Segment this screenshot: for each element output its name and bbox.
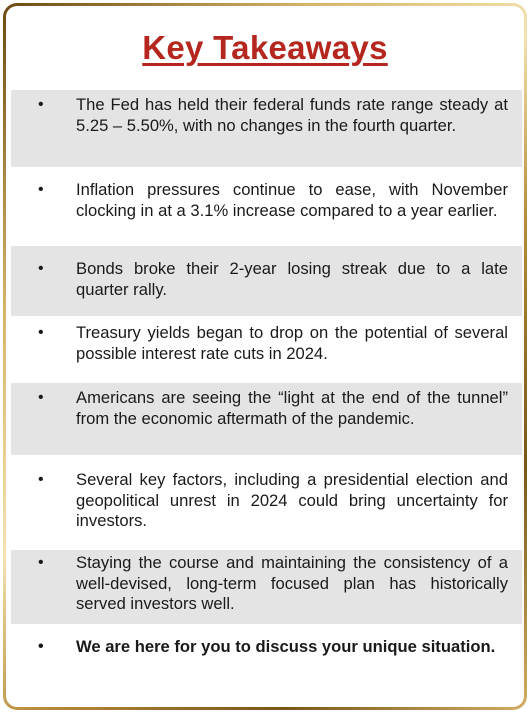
list-item: [11, 455, 522, 550]
bullet-icon: •: [38, 324, 44, 341]
list-item: [11, 90, 522, 167]
card: [6, 6, 524, 707]
list-item-text: Treasury yields began to drop on the potential of several possible interest rate cuts in 2024.: [76, 323, 508, 363]
list-item: [11, 167, 522, 246]
list-item: [11, 550, 522, 624]
list-item-text: Several key factors, including a presidential election and geopolitical unrest in 2024 could bring uncertainty for investors.: [76, 470, 508, 530]
list-item: [11, 246, 522, 316]
takeaways-list: [11, 90, 522, 694]
bullet-icon: •: [38, 96, 44, 113]
gold-border-frame: [3, 3, 527, 710]
bullet-icon: •: [38, 638, 44, 655]
page-title: Key Takeaways: [142, 29, 388, 66]
list-item-text: Staying the course and maintaining the consistency of a well-devised, long-term focused plan has historically served investors well.: [76, 553, 508, 613]
bullet-icon: •: [38, 471, 44, 488]
list-item-text: Inflation pressures continue to ease, with November clocking in at a 3.1% increase compared to a year earlier.: [76, 180, 508, 220]
list-item: [11, 383, 522, 455]
list-item-text: Bonds broke their 2-year losing streak due to a late quarter rally.: [76, 259, 508, 299]
bullet-icon: •: [38, 260, 44, 277]
list-item: [11, 624, 522, 694]
list-item-text: The Fed has held their federal funds rate range steady at 5.25 – 5.50%, with no changes in the fourth quarter.: [76, 95, 508, 135]
bullet-icon: •: [38, 389, 44, 406]
bullet-icon: •: [38, 181, 44, 198]
bullet-icon: •: [38, 554, 44, 571]
list-item: [11, 316, 522, 383]
list-item-text: We are here for you to discuss your unique situation.: [76, 637, 496, 656]
list-item-text: Americans are seeing the “light at the end of the tunnel” from the economic aftermath of the pandemic.: [76, 388, 508, 428]
